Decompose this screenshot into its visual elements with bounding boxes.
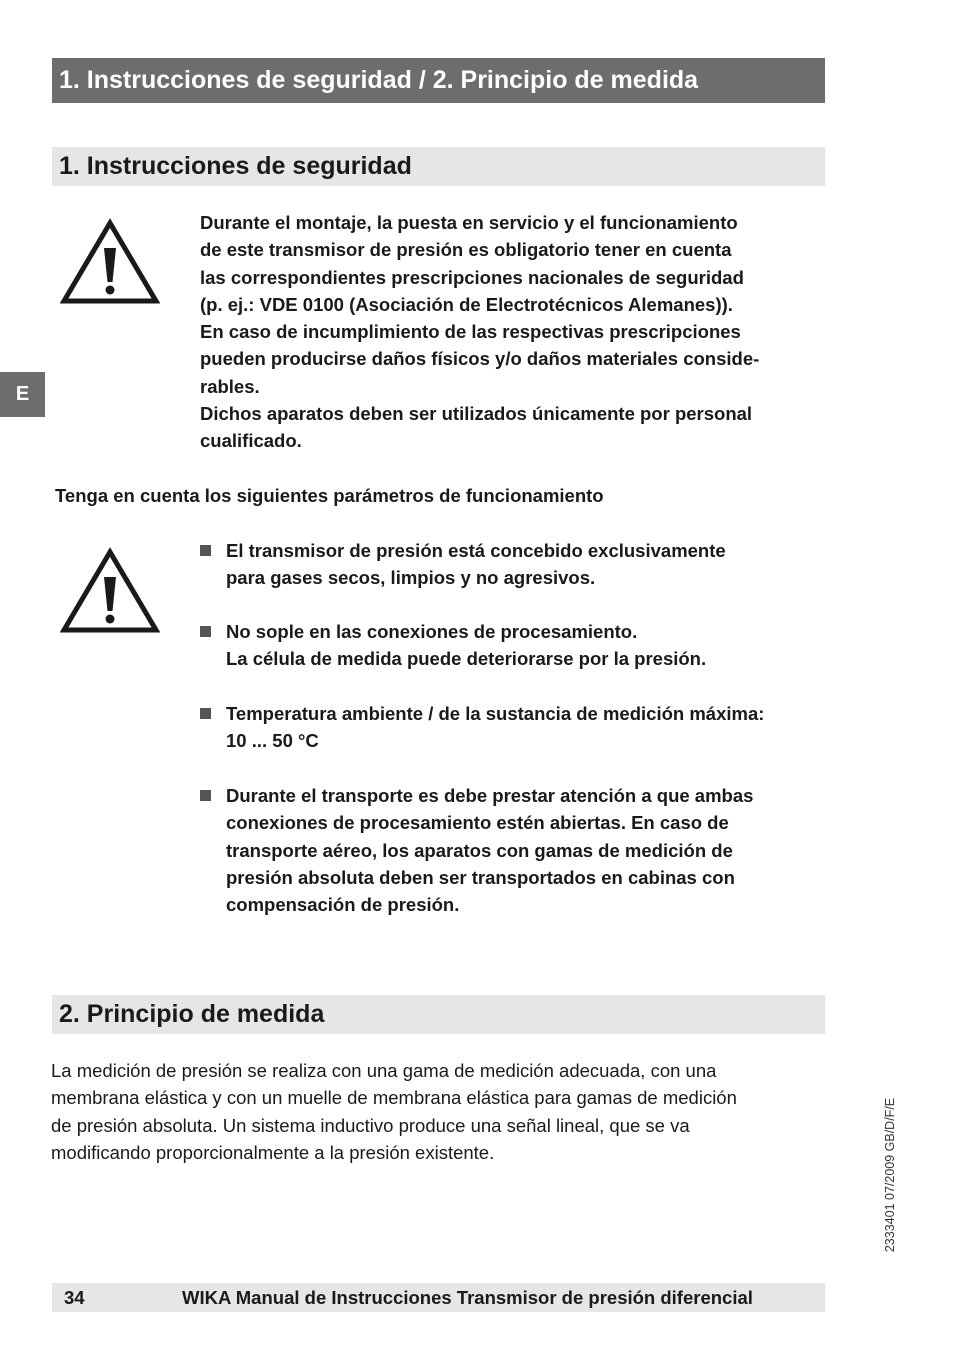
list-item-line: Temperatura ambiente / de la sustancia de medición máxima: — [226, 703, 765, 724]
measuring-principle-text — [51, 1057, 737, 1166]
warning-line: (p. ej.: VDE 0100 (Asociación de Electrotécnicos Alemanes)). — [200, 293, 733, 315]
safety-warning-text — [200, 209, 759, 455]
list-item-line: para gases secos, limpios y no agresivos. — [226, 567, 596, 589]
document-code — [880, 1090, 900, 1260]
language-tab: E — [0, 372, 45, 417]
list-item — [200, 618, 830, 673]
warning-line: Dichos aparatos deben ser utilizados únicamente por personal — [200, 403, 753, 425]
warning-line: rables. — [200, 375, 260, 397]
document-code-text: 2333401 07/2009 GB/D/F/E — [883, 1097, 897, 1253]
page-header: 1. Instrucciones de seguridad / 2. Principio de medida — [52, 58, 825, 103]
warning-triangle-icon — [60, 547, 160, 633]
warning-line: las correspondientes prescripciones nacionales de seguridad — [200, 266, 744, 288]
body-line: modificando proporcionalmente a la presión existente. — [51, 1141, 495, 1163]
body-line: membrana elástica y con un muelle de membrana elástica para gamas de medición — [51, 1087, 737, 1109]
warning-line: Durante el montaje, la puesta en servicio y el funcionamiento — [200, 212, 738, 233]
warning-line: de este transmisor de presión es obligatorio tener en cuenta — [200, 239, 732, 261]
list-item-line: El transmisor de presión está concebido exclusivamente — [226, 540, 726, 561]
list-item-line: conexiones de procesamiento estén abiertas. En caso de — [226, 812, 729, 834]
page-number: 34 — [64, 1287, 85, 1308]
square-bullet-icon — [200, 626, 211, 637]
list-item-line: Durante el transporte es debe prestar atención a que ambas — [226, 785, 754, 806]
list-item-line: compensación de presión. — [226, 894, 460, 916]
list-item-line: 10 ... 50 °C — [226, 730, 319, 752]
square-bullet-icon — [200, 708, 211, 719]
body-line: La medición de presión se realiza con una gama de medición adecuada, con una — [51, 1060, 717, 1081]
square-bullet-icon — [200, 545, 211, 556]
footer-title: WIKA Manual de Instrucciones Transmisor de presión diferencial — [182, 1287, 753, 1308]
warning-triangle-icon — [60, 218, 160, 304]
list-item — [200, 537, 830, 592]
list-item-line: presión absoluta deben ser transportados en cabinas con — [226, 866, 735, 888]
body-line: de presión absoluta. Un sistema inductivo produce una señal lineal, que se va — [51, 1114, 690, 1136]
list-item-line: transporte aéreo, los aparatos con gamas de medición de — [226, 839, 733, 861]
list-item-line: No sople en las conexiones de procesamiento. — [226, 621, 638, 642]
list-item — [200, 700, 830, 755]
list-item — [200, 782, 830, 918]
warning-line: En caso de incumplimiento de las respectivas prescripciones — [200, 321, 741, 343]
warning-line: cualificado. — [200, 430, 302, 452]
warning-line: pueden producirse daños físicos y/o daños materiales conside- — [200, 348, 760, 370]
section-heading-measuring-principle: 2. Principio de medida — [52, 995, 825, 1034]
square-bullet-icon — [200, 790, 211, 801]
operating-parameters-label: Tenga en cuenta los siguientes parámetros de funcionamiento — [55, 485, 604, 506]
page-footer — [52, 1283, 825, 1312]
section-heading-safety: 1. Instrucciones de seguridad — [52, 147, 825, 186]
list-item-line: La célula de medida puede deteriorarse por la presión. — [226, 648, 707, 670]
